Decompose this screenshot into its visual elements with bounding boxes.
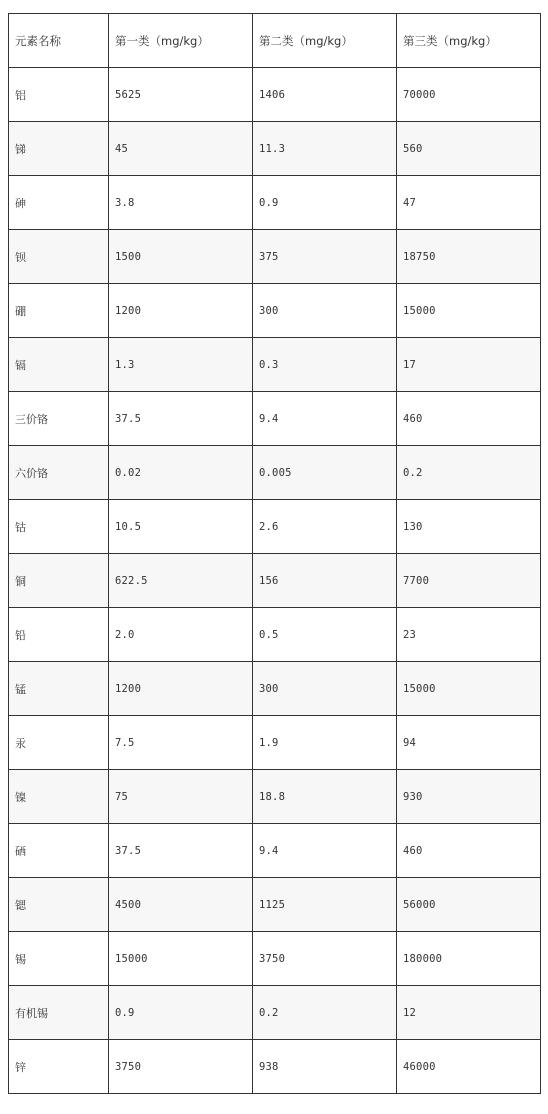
cell-class-2: 300: [253, 284, 397, 338]
table-row: [9, 824, 541, 878]
cell-class-3: 18750: [397, 230, 541, 284]
cell-class-3: 7700: [397, 554, 541, 608]
table-row: [9, 230, 541, 284]
cell-element-name: 锶: [9, 878, 109, 932]
cell-class-1: 1200: [109, 284, 253, 338]
cell-class-1: 75: [109, 770, 253, 824]
cell-class-1: 0.9: [109, 986, 253, 1040]
cell-element-name: 汞: [9, 716, 109, 770]
cell-class-3: 930: [397, 770, 541, 824]
cell-class-1: 1200: [109, 662, 253, 716]
table-row: [9, 284, 541, 338]
cell-element-name: 三价铬: [9, 392, 109, 446]
cell-element-name: 砷: [9, 176, 109, 230]
cell-class-1: 37.5: [109, 392, 253, 446]
cell-class-2: 156: [253, 554, 397, 608]
cell-class-1: 37.5: [109, 824, 253, 878]
table-row: [9, 338, 541, 392]
cell-class-2: 0.3: [253, 338, 397, 392]
cell-class-1: 3.8: [109, 176, 253, 230]
cell-class-1: 45: [109, 122, 253, 176]
cell-class-3: 15000: [397, 662, 541, 716]
cell-class-3: 17: [397, 338, 541, 392]
cell-class-2: 3750: [253, 932, 397, 986]
cell-element-name: 钴: [9, 500, 109, 554]
table-header: [9, 14, 541, 68]
table-header-row: [9, 14, 541, 68]
cell-element-name: 铜: [9, 554, 109, 608]
table-row: [9, 932, 541, 986]
cell-element-name: 锌: [9, 1040, 109, 1094]
cell-class-3: 46000: [397, 1040, 541, 1094]
header-element-name: 元素名称: [9, 14, 109, 68]
cell-class-3: 460: [397, 392, 541, 446]
cell-class-3: 23: [397, 608, 541, 662]
cell-class-3: 12: [397, 986, 541, 1040]
cell-class-3: 0.2: [397, 446, 541, 500]
header-class-2: 第二类（mg/kg）: [253, 14, 397, 68]
cell-class-1: 1500: [109, 230, 253, 284]
cell-class-3: 47: [397, 176, 541, 230]
cell-class-2: 1.9: [253, 716, 397, 770]
cell-element-name: 锡: [9, 932, 109, 986]
table-row: [9, 554, 541, 608]
table-row: [9, 68, 541, 122]
table-row: [9, 446, 541, 500]
table-row: [9, 500, 541, 554]
table-row: [9, 770, 541, 824]
header-class-1: 第一类（mg/kg）: [109, 14, 253, 68]
cell-class-3: 56000: [397, 878, 541, 932]
cell-class-2: 2.6: [253, 500, 397, 554]
cell-class-2: 9.4: [253, 824, 397, 878]
cell-class-1: 15000: [109, 932, 253, 986]
cell-class-3: 15000: [397, 284, 541, 338]
cell-class-2: 0.5: [253, 608, 397, 662]
table-row: [9, 1040, 541, 1094]
cell-class-2: 375: [253, 230, 397, 284]
cell-class-1: 5625: [109, 68, 253, 122]
table-row: [9, 986, 541, 1040]
cell-class-1: 4500: [109, 878, 253, 932]
cell-element-name: 硒: [9, 824, 109, 878]
cell-element-name: 镍: [9, 770, 109, 824]
cell-class-3: 130: [397, 500, 541, 554]
cell-class-1: 622.5: [109, 554, 253, 608]
cell-class-2: 0.2: [253, 986, 397, 1040]
cell-class-1: 10.5: [109, 500, 253, 554]
table-row: [9, 878, 541, 932]
cell-class-3: 460: [397, 824, 541, 878]
table-row: [9, 662, 541, 716]
cell-element-name: 六价铬: [9, 446, 109, 500]
cell-class-2: 1125: [253, 878, 397, 932]
table-body: [9, 68, 541, 1094]
cell-element-name: 有机锡: [9, 986, 109, 1040]
cell-class-2: 18.8: [253, 770, 397, 824]
cell-class-3: 560: [397, 122, 541, 176]
table-row: [9, 122, 541, 176]
cell-element-name: 硼: [9, 284, 109, 338]
cell-class-3: 94: [397, 716, 541, 770]
header-class-3: 第三类（mg/kg）: [397, 14, 541, 68]
cell-element-name: 锰: [9, 662, 109, 716]
cell-class-2: 0.9: [253, 176, 397, 230]
cell-class-1: 2.0: [109, 608, 253, 662]
cell-class-2: 300: [253, 662, 397, 716]
cell-class-2: 0.005: [253, 446, 397, 500]
cell-class-2: 9.4: [253, 392, 397, 446]
table-row: [9, 392, 541, 446]
cell-class-2: 1406: [253, 68, 397, 122]
cell-class-1: 1.3: [109, 338, 253, 392]
table-row: [9, 176, 541, 230]
cell-element-name: 钡: [9, 230, 109, 284]
cell-element-name: 铝: [9, 68, 109, 122]
cell-element-name: 铅: [9, 608, 109, 662]
cell-element-name: 锑: [9, 122, 109, 176]
table-row: [9, 608, 541, 662]
cell-class-1: 0.02: [109, 446, 253, 500]
element-limits-table: [8, 13, 541, 1094]
cell-class-2: 11.3: [253, 122, 397, 176]
cell-element-name: 镉: [9, 338, 109, 392]
cell-class-3: 180000: [397, 932, 541, 986]
cell-class-1: 7.5: [109, 716, 253, 770]
cell-class-3: 70000: [397, 68, 541, 122]
cell-class-2: 938: [253, 1040, 397, 1094]
cell-class-1: 3750: [109, 1040, 253, 1094]
table-row: [9, 716, 541, 770]
